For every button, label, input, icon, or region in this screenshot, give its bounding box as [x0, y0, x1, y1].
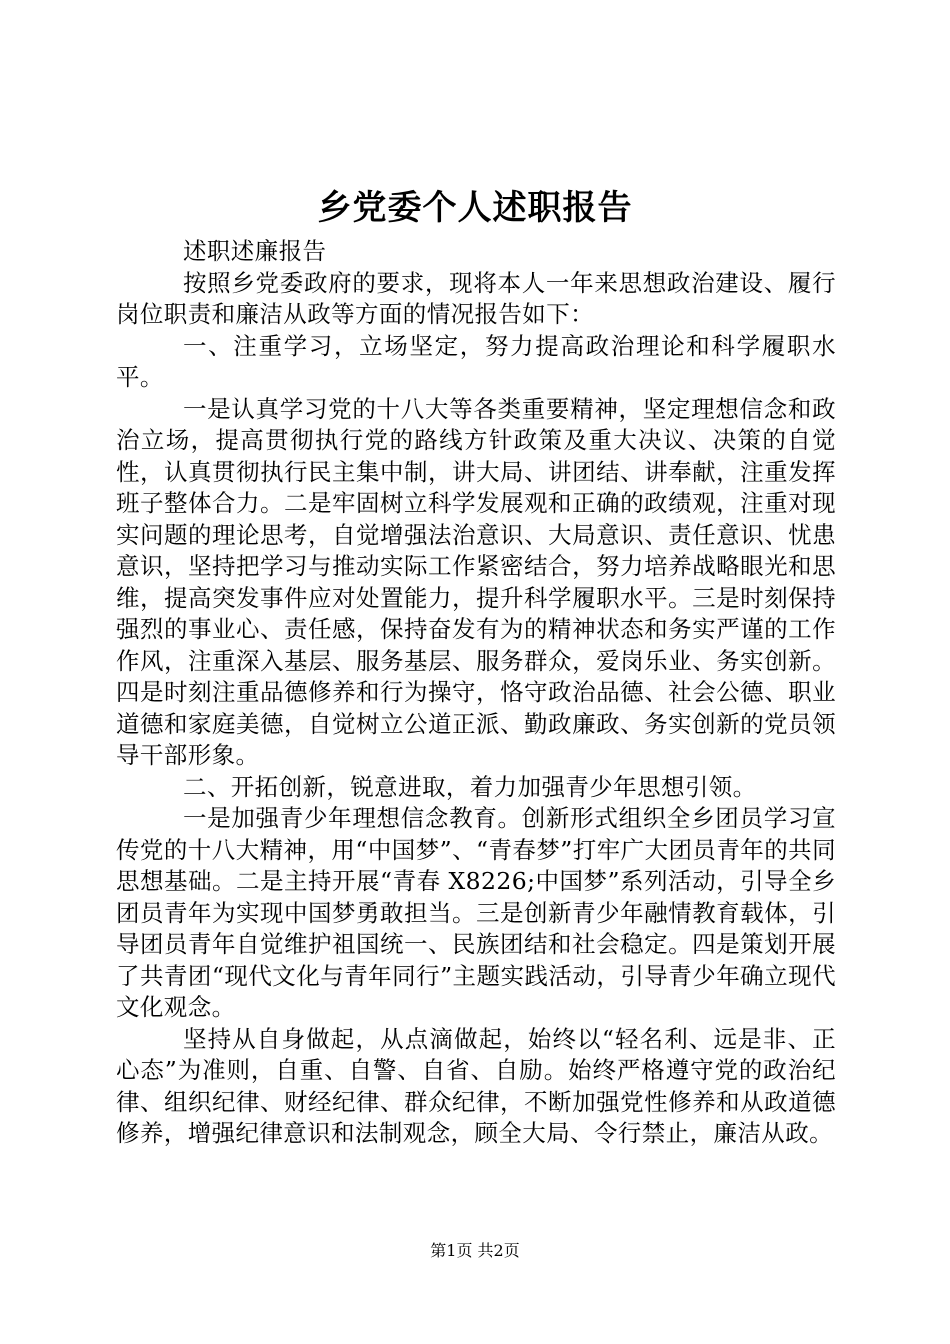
document-title: 乡党委个人述职报告: [317, 188, 633, 228]
paragraph-intro: 按照乡党委政府的要求，现将本人一年来思想政治建设、履行岗位职责和廉洁从政等方面的情况报告如下：: [116, 268, 836, 328]
document-body: [116, 236, 836, 1150]
paragraph-body-1: 一是认真学习党的十八大等各类重要精神，坚定理想信念和政治立场，提高贯彻执行党的路线方针政策及重大决议、决策的自觉性，认真贯彻执行民主集中制，讲大局、讲团结、讲奉献，注重发挥班子整体合力。二是牢固树立科学发展观和正确的政绩观，注重对现实问题的理论思考，自觉增强法治意识、大局意识、责任意识、忧患意识，坚持把学习与推动实际工作紧密结合，努力培养战略眼光和思维，提高突发事件应对处置能力，提升科学履职水平。三是时刻保持强烈的事业心、责任感，保持奋发有为的精神状态和务实严谨的工作作风，注重深入基层、服务基层、服务群众，爱岗乐业、务实创新。四是时刻注重品德修养和行为操守，恪守政治品德、社会公德、职业道德和家庭美德，自觉树立公道正派、勤政廉政、务实创新的党员领导干部形象。: [116, 394, 836, 769]
paragraph-heading-1: 一、注重学习，立场坚定，努力提高政治理论和科学履职水平。: [116, 331, 836, 391]
paragraph-body-2: 一是加强青少年理想信念教育。创新形式组织全乡团员学习宣传党的十八大精神，用“中国梦”、“青春梦”打牢广大团员青年的共同思想基础。二是主持开展“青春 X8226;中国梦”系列活动，引导全乡团员青年为实现中国梦勇敢担当。三是创新青少年融情教育载体，引导团员青年自觉维护祖国统一、民族团结和社会稳定。四是策划开展了共青团“现代文化与青年同行”主题实践活动，引导青少年确立现代文化观念。: [116, 804, 836, 1021]
paragraph-heading-2: 二、开拓创新，锐意进取，着力加强青少年思想引领。: [182, 772, 757, 801]
page-number-footer: 第1页 共2页: [430, 1241, 520, 1260]
paragraph-subtitle: 述职述廉报告: [182, 237, 327, 265]
paragraph-body-3: 坚持从自身做起，从点滴做起，始终以“轻名利、远是非、正心态”为准则，自重、自警、自省、自励。始终严格遵守党的政治纪律、组织纪律、财经纪律、群众纪律，不断加强党性修养和从政道德修养，增强纪律意识和法制观念，顾全大局、令行禁止，廉洁从政。: [116, 1024, 836, 1147]
